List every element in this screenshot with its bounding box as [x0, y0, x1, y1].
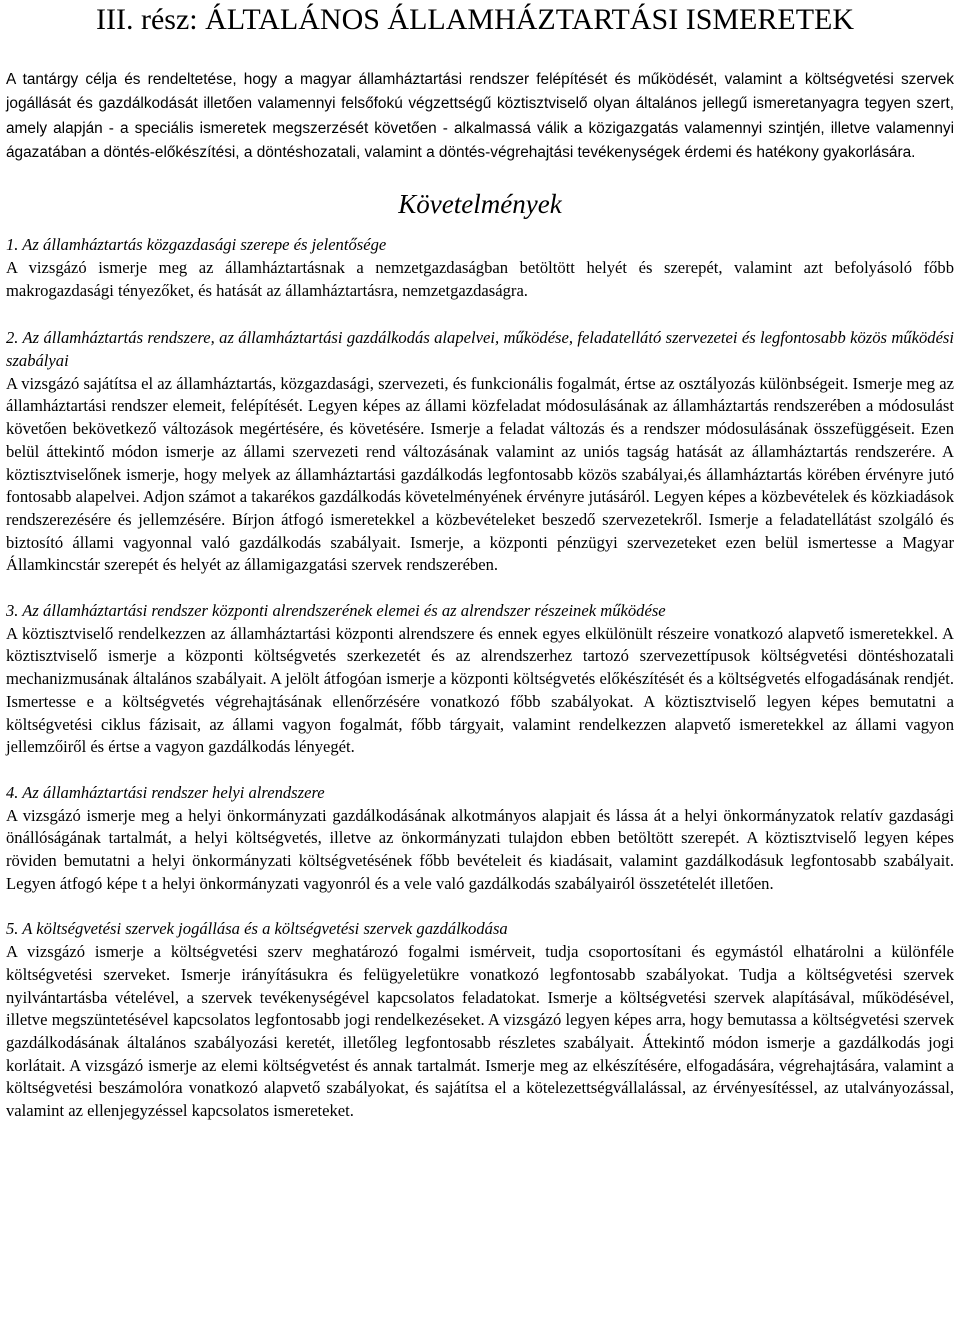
- intro-paragraph: A tantárgy célja és rendeltetése, hogy a magyar államháztartási rendszer felépítését és működését, valamint a költségvetési szervek jogállását és gazdálkodását illetően valamennyi felsőfokú végzettségű köztisztviselő olyan általános jellegű ismeretanyagra tegyen szert, amely alapján - a speciális ismeretek megszerzését követően - alkalmassá válik a közigazgatás valamennyi szintjén, illetve valamennyi ágazatában a döntés-előkészítési, a döntéshozatali, valamint a döntés-végrehajtási tevékenységek érdemi és hatékony gyakorlására.: [6, 71, 954, 161]
- section-title: 5. A költségvetési szervek jogállása és a költségvetési szervek gazdálkodása: [6, 919, 508, 939]
- page-title: III. rész: ÁLTALÁNOS ÁLLAMHÁZTARTÁSI ISMERETEK: [96, 3, 855, 36]
- section-body: A vizsgázó ismerje a költségvetési szerv meghatározó fogalmi ismérveit, tudja csoportosítani és egymástól elhatárolni a különféle költségvetési szerveket. Ismerje irányításukra és felügyeletükre vonatkozó legfontosabb szabályokat. Tudja a költségvetési szervek nyilvántartásba vételével, a szervek tevékenységével kapcsolatos feladatokat. Ismerje a költségvetési szervek alapításával, működésével, illetve megszüntetésével kapcsolatos legfontosabb jogi rendelkezéseket. A vizsgázó legyen képes arra, hogy bemutassa a költségvetési szervek gazdálkodásának általános szabályozási keretét, illetőleg legfontosabb részletes szabályait. Áttekintő módon ismerje a gazdálkodás jogi korlátait. A vizsgázó ismerje az elemi költségvetést és annak tartalmát. Ismerje meg az elkészítésére, elfogadására, végrehajtására, valamint a költségvetési beszámolóra vonatkozó alapvető szabályokat, és sajátítsa el a kötelezettségvállalással, az érvényesítéssel, az utalványozással, valamint az ellenjegyzéssel kapcsolatos ismereteket.: [6, 942, 954, 1121]
- section-body: A köztisztviselő rendelkezzen az államháztartási központi alrendszere és ennek egyes elkülönült részeire vonatkozó alapvető ismeretekkel. A köztisztviselő ismerje a központi költségvetés szerkezetét és az alrendszerhez tartozó szervezettípusok költségvetési döntéshozatali mechanizmusának általános szabályait. A jelölt átfogóan ismerje a központi költségvetés előkészítését és a költségvetés elfogadásának rendjét. Ismertesse e a költségvetés végrehajtásának ellenőrzésére vonatkozó főbb szabályokat. A köztisztviselő legyen képes bemutatni a költségvetési ciklus fázisait, az állami vagyon fogalmát, főbb tárgyait, valamint rendelkezzen alapvető ismeretekkel az állami vagyon jellemzőiről és értse a vagyon gazdálkodás lényegét.: [6, 623, 954, 757]
- section-body: A vizsgázó ismerje meg a helyi önkormányzati gazdálkodásának alkotmányos alapjait és lássa át a helyi önkormányzatok relatív gazdasági önállóságának tartalmát, a helyi költségvetés, illetve az önkormányzati tulajdon ebben betöltött szerepét. A köztisztviselő legyen képes röviden bemutatni a helyi önkormányzati költségvetésének főbb bevételeit és kiadásait, valamint gazdálkodásuk legfontosabb szabályait. Legyen átfogó képe t a helyi önkormányzati vagyonról és a vele való gazdálkodás szabályairól összetételét illetően.: [6, 805, 954, 893]
- section-title: 1. Az államháztartás közgazdasági szerepe és jelentősége: [6, 235, 387, 255]
- section-title: 3. Az államháztartási rendszer központi alrendszerének elemei és az alrendszer részeinek működése: [6, 601, 666, 621]
- document-page: [6, 0, 954, 1123]
- requirement-section-1: [6, 234, 954, 302]
- requirement-section-2: [6, 327, 954, 577]
- section-title: 2. Az államháztartás rendszere, az államháztartási gazdálkodás alapelvei, működése, feladatellátó szervezetei és legfontosabb közös működési szabályai: [6, 328, 954, 370]
- section-body: A vizsgázó sajátítsa el az államháztartás, közgazdasági, szervezeti, és funkcionális fogalmát, értse az osztályozás különbségeit. Ismerje meg az államháztartási rendszer elemeit, felépítését. Legyen képes az állami közfeladat módosulásának az államháztartás rendszerében a módosulást követően bekövetkező változások megértésére, és követésére. Ismerje a feladat változás és a rendszer módosulásának összefüggéseit. Ezen belül áttekintő módon ismerje az állami szervezeti rend változásának valamint az uniós tagság hatását az államháztartás rendszerére. A köztisztviselőnek ismerje, hogy melyek az államháztartási gazdálkodás legfontosabb közös szabályai,és államháztartás körében érvényre jutó fontosabb alapelvei. Adjon számot a takarékos gazdálkodás követelményének érvényre jutásáról. Legyen képes a közbevételek és közkiadások rendszerezésére és jellemzésére. Bírjon átfogó ismeretekkel a közbevételeket beszedő szervezetekről. Ismerje a feladatellátást szolgáló és biztosító állami vagyonnal való gazdálkodás szabályait. Ismerje, a központi pénzügyi szervezeteket ezen belül ismertesse a Magyar Államkincstár szerepét és helyét az államigazgatási szervek rendszerében.: [6, 373, 954, 575]
- section-body: A vizsgázó ismerje meg az államháztartásnak a nemzetgazdaságban betöltött helyét és szerepét, valamint azt befolyásoló főbb makrogazdasági tényezőket, és hatását az államháztartásra, nemzetgazdaságra.: [6, 257, 954, 300]
- requirement-section-5: [6, 918, 954, 1122]
- section-title: 4. Az államháztartási rendszer helyi alrendszere: [6, 782, 325, 802]
- requirements-heading: Követelmények: [398, 189, 562, 220]
- requirement-section-4: [6, 782, 954, 896]
- requirement-section-3: [6, 600, 954, 759]
